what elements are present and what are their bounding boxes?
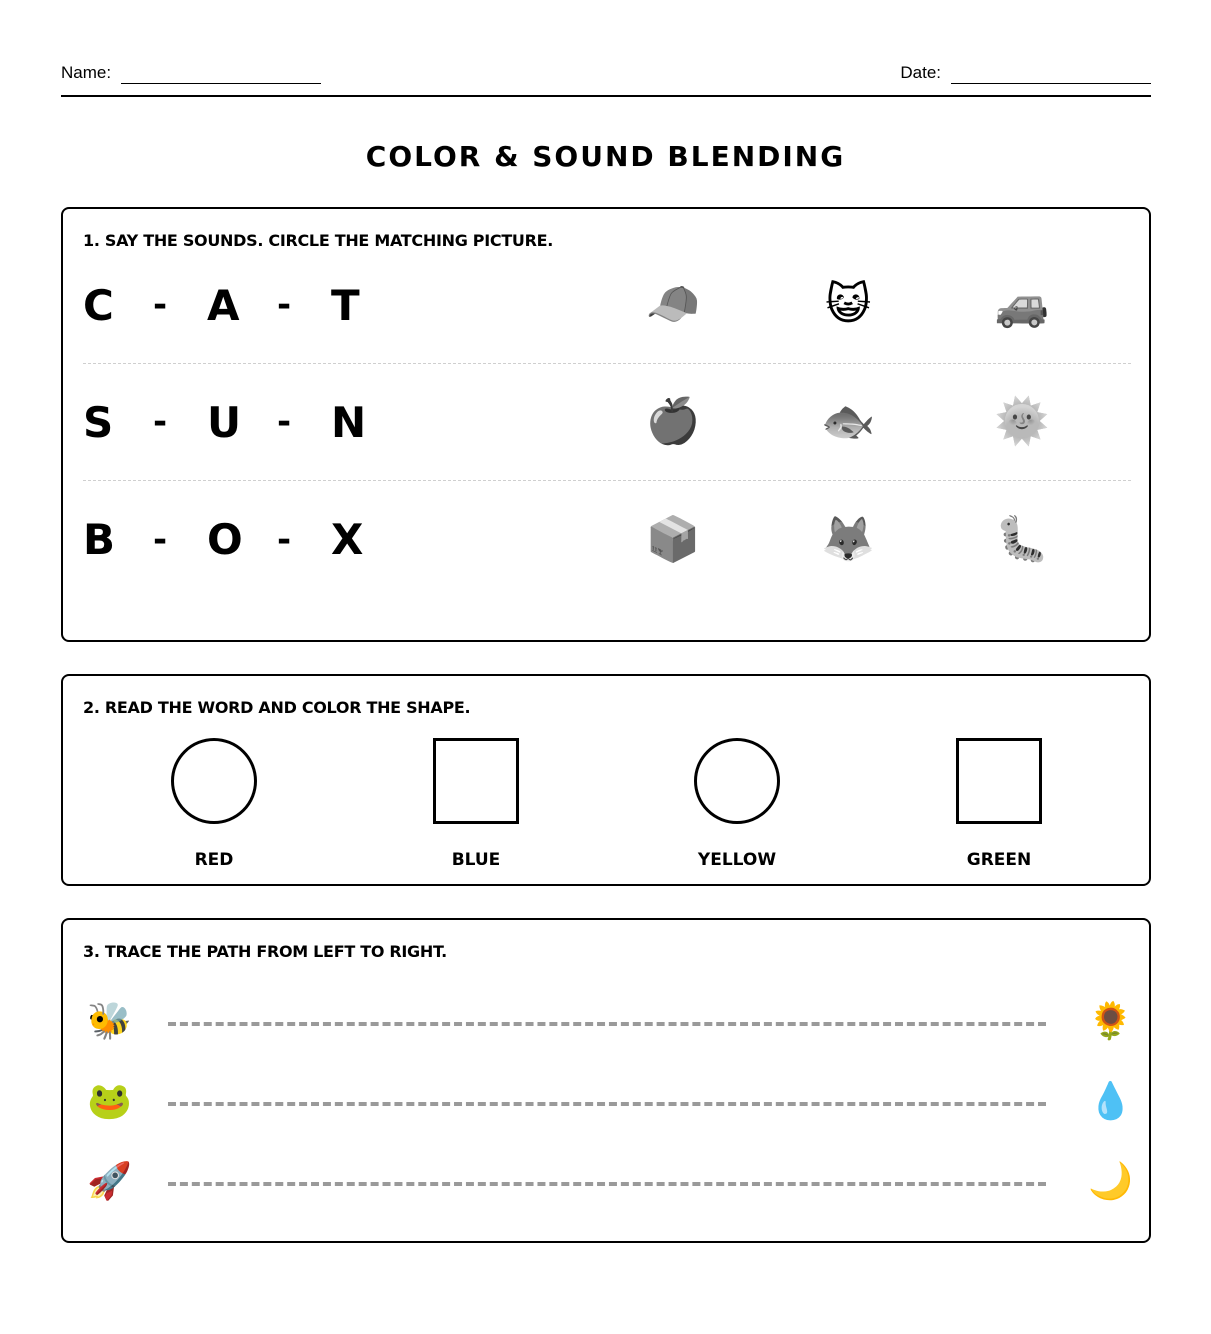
trace-row — [83, 992, 1131, 1052]
moon-icon: 🌙 — [1088, 1161, 1133, 1202]
sound-separator: - — [153, 285, 168, 325]
cap-icon[interactable]: 🧢 — [645, 279, 701, 330]
section-2-title: 2. READ THE WORD AND COLOR THE SHAPE. — [83, 698, 471, 717]
picture-choices — [643, 247, 1143, 363]
sunflower-icon: 🌻 — [1088, 1001, 1133, 1042]
picture-choices — [643, 481, 1143, 598]
picture-choices — [643, 364, 1143, 480]
section-color-shapes — [61, 674, 1151, 886]
sound-letter: C — [83, 280, 114, 330]
sound-letter: B — [83, 515, 116, 564]
sound-letter: A — [207, 280, 240, 330]
date-field — [900, 62, 1151, 84]
sound-separator: - — [153, 519, 168, 560]
trace-row — [83, 1072, 1131, 1132]
circle-shape[interactable] — [694, 738, 780, 824]
shape-list — [83, 738, 1131, 868]
fox-icon[interactable]: 🦊 — [820, 513, 876, 565]
date-label: Date: — [900, 63, 941, 82]
square-shape[interactable] — [433, 738, 519, 824]
sound-letter: O — [207, 515, 243, 564]
shape-item-blue — [376, 738, 576, 870]
sound-separator: - — [277, 519, 292, 560]
fish-icon[interactable]: 🐟 — [820, 396, 876, 447]
blend-row — [83, 364, 1131, 481]
section-sound-blending — [61, 207, 1151, 642]
section-1-title: 1. SAY THE SOUNDS. CIRCLE THE MATCHING PICTURE. — [83, 231, 554, 250]
sound-letter: S — [83, 397, 114, 447]
shape-item-yellow — [637, 738, 837, 870]
sounds — [83, 481, 393, 598]
shape-label: RED — [194, 850, 234, 870]
box-icon[interactable]: 📦 — [645, 513, 701, 565]
sound-letter: T — [331, 280, 360, 330]
blend-row — [83, 247, 1131, 364]
sound-separator: - — [277, 285, 292, 325]
shape-label: YELLOW — [697, 850, 777, 870]
rocket-icon: 🚀 — [87, 1161, 132, 1202]
section-trace-paths — [61, 918, 1151, 1243]
sound-separator: - — [277, 402, 292, 442]
square-shape[interactable] — [956, 738, 1042, 824]
bee-icon: 🐝 — [87, 1001, 132, 1042]
header-row — [61, 62, 1151, 98]
sun-icon[interactable]: 🌞 — [994, 396, 1050, 447]
bug-icon[interactable]: 🐛 — [994, 513, 1050, 565]
shape-item-green — [899, 738, 1099, 870]
sound-letter: X — [331, 515, 364, 564]
sounds — [83, 364, 393, 480]
shape-label: BLUE — [451, 850, 501, 870]
droplet-icon: 💧 — [1088, 1081, 1133, 1122]
name-label: Name: — [61, 63, 112, 82]
cat-face-icon[interactable]: 😺 — [825, 279, 871, 330]
shape-item-red — [114, 738, 314, 870]
name-input-line[interactable] — [121, 66, 321, 84]
frog-icon: 🐸 — [87, 1081, 132, 1122]
sound-letter: N — [331, 397, 367, 447]
apple-icon[interactable]: 🍎 — [645, 396, 701, 447]
header-divider — [61, 95, 1151, 97]
blend-row — [83, 481, 1131, 598]
page-title: COLOR & SOUND BLENDING — [365, 140, 846, 173]
car-icon[interactable]: 🚙 — [994, 279, 1050, 330]
name-field — [61, 62, 321, 84]
sounds — [83, 247, 393, 363]
sound-separator: - — [153, 402, 168, 442]
date-input-line[interactable] — [951, 66, 1151, 84]
dashed-trace-line[interactable] — [168, 1022, 1046, 1026]
trace-row — [83, 1152, 1131, 1212]
circle-shape[interactable] — [171, 738, 257, 824]
sound-letter: U — [207, 397, 242, 447]
dashed-trace-line[interactable] — [168, 1102, 1046, 1106]
shape-label: GREEN — [966, 850, 1032, 870]
section-3-title: 3. TRACE THE PATH FROM LEFT TO RIGHT. — [83, 942, 447, 961]
dashed-trace-line[interactable] — [168, 1182, 1046, 1186]
